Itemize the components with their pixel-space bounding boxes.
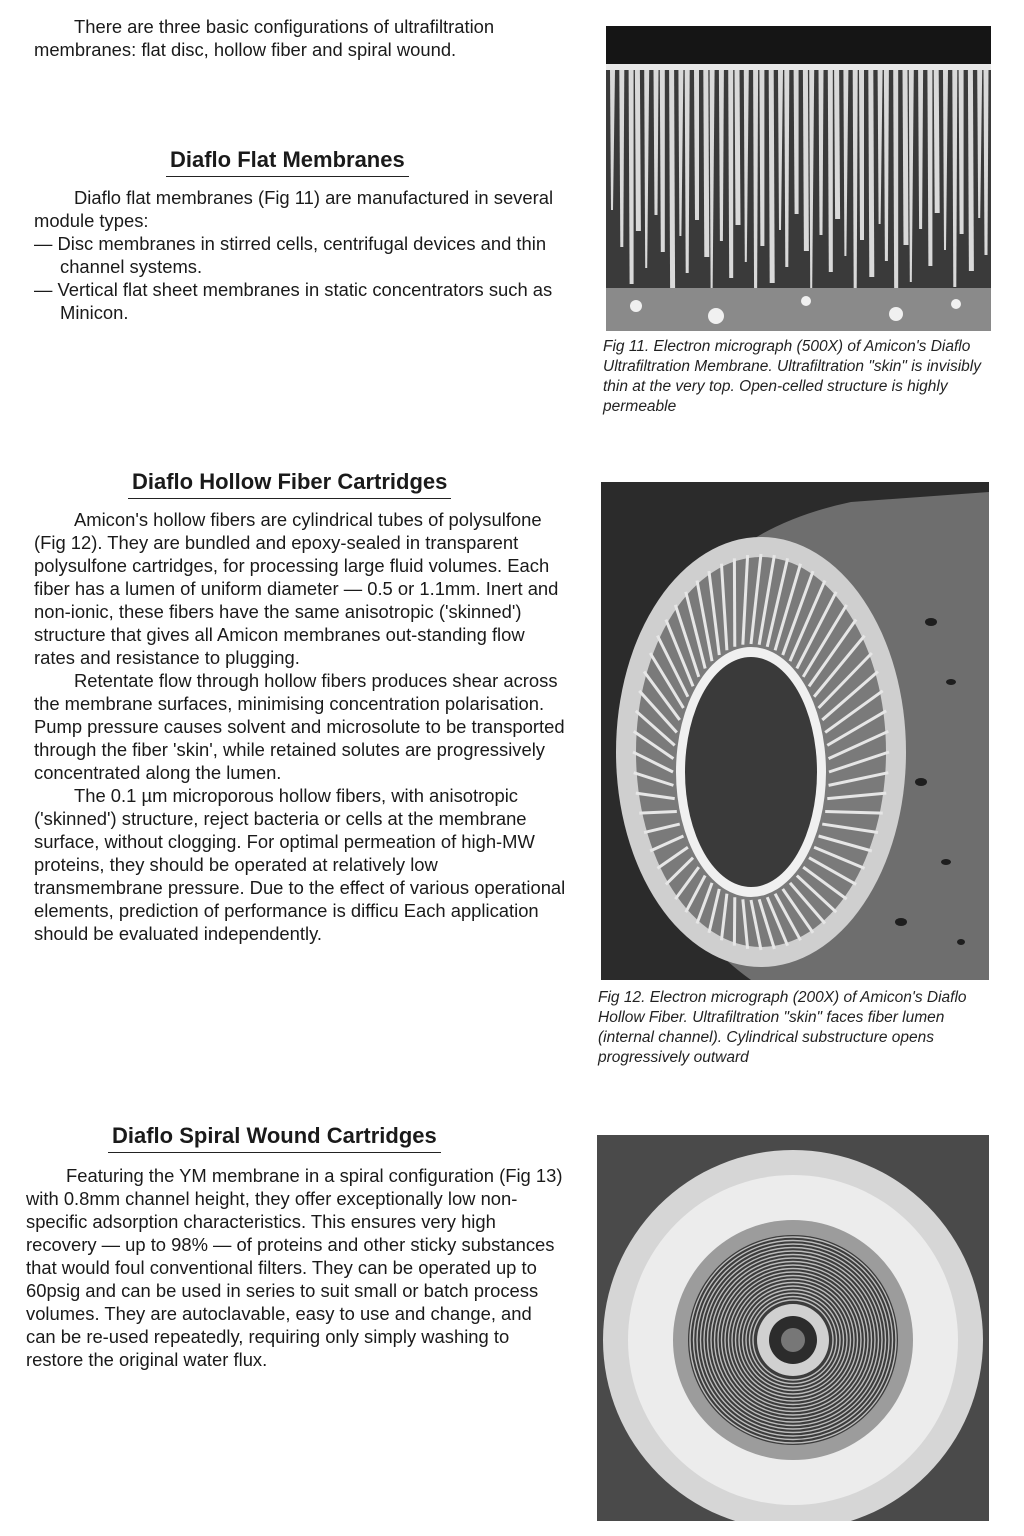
fig12-caption-text: Ultrafiltration "skin" faces fiber lumen (internal channel). Cylindrical substructure opens progressively outward: [598, 1009, 945, 1066]
section-heading-flat: Diaflo Flat Membranes: [166, 146, 409, 177]
fig11-caption-text: Ultrafiltration "skin" is invisibly thin at the very top. Open-celled structure is highly permeable: [603, 358, 981, 415]
hollow-section-body: [34, 508, 570, 945]
intro-text: There are three basic configurations of ultrafiltration membranes: flat disc, hollow fiber and spiral wound.: [34, 16, 495, 60]
spiral-section-body: [26, 1164, 564, 1371]
hollow-paragraph: The 0.1 µm microporous hollow fibers, with anisotropic ('skinned') structure, reject bacteria or cells at the membrane surface, without clogging. For optimal permeation of high-MW proteins, they should be operated at relatively low transmembrane pressure. Due to the effect of various operational elements, prediction of performance is difficu Each application should be evaluated independently.: [34, 785, 566, 944]
flat-bullet: — Vertical flat sheet membranes in static concentrators such as Minicon.: [34, 279, 553, 323]
fig11-micrograph-image: [606, 26, 991, 331]
flat-section-body: [34, 186, 569, 324]
fig13-cartridge-image: [597, 1135, 989, 1521]
fig12-caption: [598, 988, 990, 1068]
spiral-paragraph: Featuring the YM membrane in a spiral configuration (Fig 13) with 0.8mm channel height, they offer exceptionally low non-specific adsorption characteristics. This ensures very high recovery — up to 98% — of proteins and other sticky substances that would foul conventional filters. They can be operated up to 60psig and can be used in series to suit small or batch process volumes. They are autoclavable, easy to use and change, and can be re-used repeatedly, requiring only simply washing to restore the original water flux.: [26, 1165, 563, 1370]
fig11-caption: [603, 337, 993, 417]
fig13-cartridge-graphic: [597, 1135, 989, 1521]
flat-bullet: — Disc membranes in stirred cells, centrifugal devices and thin channel systems.: [34, 233, 547, 277]
section-heading-spiral: Diaflo Spiral Wound Cartridges: [108, 1122, 441, 1153]
fig11-caption-title: Fig 11. Electron micrograph (500X) of Amicon's Diaflo Ultrafiltration Membrane.: [603, 338, 971, 375]
hollow-paragraph: Amicon's hollow fibers are cylindrical tubes of polysulfone (Fig 12). They are bundled and epoxy-sealed in transparent polysulfone cartridges, for processing large fluid volumes. Each fiber has a lumen of uniform diameter — 0.5 or 1.1mm. Inert and non-ionic, these fibers have the same anisotropic ('skinned') structure that gives all Amicon membranes out-standing flow rates and resistance to plugging.: [34, 509, 559, 668]
flat-paragraph: Diaflo flat membranes (Fig 11) are manufactured in several module types:: [34, 187, 554, 231]
hollow-paragraph: Retentate flow through hollow fibers produces shear across the membrane surfaces, minimising concentration polarisation. Pump pressure causes solvent and microsolute to be transported through the fiber 'skin', while retained solutes are progressively concentrated along the lumen.: [34, 670, 565, 783]
section-heading-hollow: Diaflo Hollow Fiber Cartridges: [128, 468, 451, 499]
fig12-micrograph-graphic: [601, 482, 989, 980]
fig12-micrograph-image: [601, 482, 989, 980]
fig11-micrograph-graphic: [606, 26, 991, 331]
fig12-caption-title: Fig 12. Electron micrograph (200X) of Amicon's Diaflo Hollow Fiber.: [598, 989, 967, 1026]
